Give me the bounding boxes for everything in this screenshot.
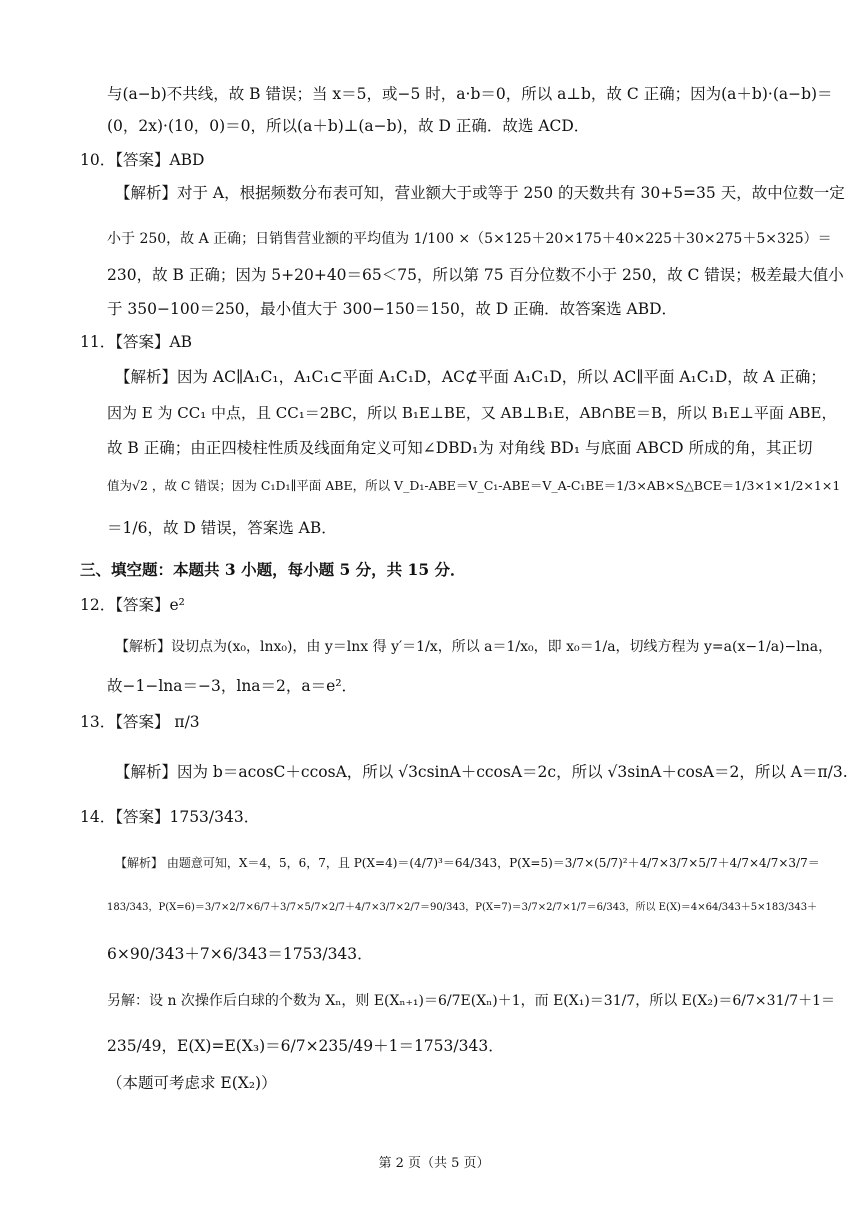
text-line: 【解析】 由题意可知，X＝4，5，6，7，且 P(X=4)＝(4/7)³＝64/343，P(X=5)＝3/7×(5/7)²＋4/7×3/7×5/7＋4/7×4/7×3/7＝ [115,856,820,870]
text-line: （本题可考虑求 E(X₂)） [107,1074,277,1092]
question-answer-line: 13．【答案】 π/3 [80,713,200,731]
text-line: 【解析】设切点为(x₀，lnx₀)，由 y＝lnx 得 y′＝1/x，所以 a＝1/x₀，即 x₀＝1/a，切线方程为 y=a(x−1/a)−lna， [115,639,833,655]
section-heading: 三、填空题：本题共 3 小题，每小题 5 分，共 15 分． [80,560,466,579]
question-answer-line: 10．【答案】ABD [80,151,205,169]
text-line: 值为√2 ，故 C 错误；因为 C₁D₁∥平面 ABE，所以 V_D₁-ABE＝V_C₁-ABE＝V_A-C₁BE＝1/3×AB×S△BCE＝1/3×1×1/2×1×1 [107,478,841,493]
question-answer-line: 11．【答案】AB [80,333,193,351]
text-line: 【解析】对于 A，根据频数分布表可知，营业额大于或等于 250 的天数共有 30+5=35 天，故中位数一定 [115,184,845,202]
text-line: 6×90/343＋7×6/343＝1753/343． [107,945,373,963]
text-line: 另解：设 n 次操作后白球的个数为 Xₙ，则 E(Xₙ₊₁)＝6/7E(Xₙ)＋1，而 E(X₁)＝31/7，所以 E(X₂)＝6/7×31/7＋1＝ [107,993,836,1009]
text-line: 183/343，P(X=6)＝3/7×2/7×6/7＋3/7×5/7×2/7＋4/7×3/7×2/7＝90/343，P(X=7)＝3/7×2/7×1/7＝6/343，所以 E(X)＝4×64/343＋5×183/343＋ [107,902,818,913]
question-answer-line: 12．【答案】e² [80,596,185,614]
text-line: 【解析】因为 b＝acosC＋ccosA，所以 √3csinA＋ccosA＝2c，所以 √3sinA＋cosA＝2，所以 A＝π/3. [115,763,848,781]
text-line: 【解析】因为 AC∥A₁C₁，A₁C₁⊂平面 A₁C₁D，AC⊄平面 A₁C₁D，所以 AC∥平面 A₁C₁D，故 A 正确； [115,368,826,386]
page-footer: 第 2 页（共 5 页） [378,1156,490,1171]
text-line: ＝1/6，故 D 错误，答案选 AB． [107,519,337,537]
text-line: 小于 250，故 A 正确；日销售营业额的平均值为 1/100 ×（5×125＋20×175＋40×225＋30×275＋5×325）＝ [107,231,832,247]
text-line: 故−1−lna＝−3，lna＝2，a＝e²． [107,677,358,695]
text-line: 因为 E 为 CC₁ 中点，且 CC₁＝2BC，所以 B₁E⊥BE，又 AB⊥B₁E，AB∩BE＝B，所以 B₁E⊥平面 ABE， [107,404,837,422]
text-line: 235/49，E(X)=E(X₃)＝6/7×235/49＋1＝1753/343． [107,1037,504,1055]
question-answer-line: 14．【答案】1753/343． [80,808,260,826]
text-line: 故 B 正确；由正四棱柱性质及线面角定义可知∠DBD₁为 对角线 BD₁ 与底面 ABCD 所成的角，其正切 [107,439,813,457]
text-line: 于 350−100＝250，最小值大于 300−150＝150，故 D 正确．故答案选 ABD． [107,300,678,318]
text-line: 230，故 B 正确；因为 5+20+40＝65＜75，所以第 75 百分位数不小于 250，故 C 错误；极差最大值小 [107,266,844,284]
text-line: (0，2x)·(10，0)＝0，所以(a＋b)⊥(a−b)，故 D 正确．故选 ACD． [107,117,590,135]
text-line: 与(a−b)不共线，故 B 错误；当 x＝5，或−5 时，a·b＝0，所以 a⊥b，故 C 正确；因为(a＋b)·(a−b)＝ [107,85,833,103]
